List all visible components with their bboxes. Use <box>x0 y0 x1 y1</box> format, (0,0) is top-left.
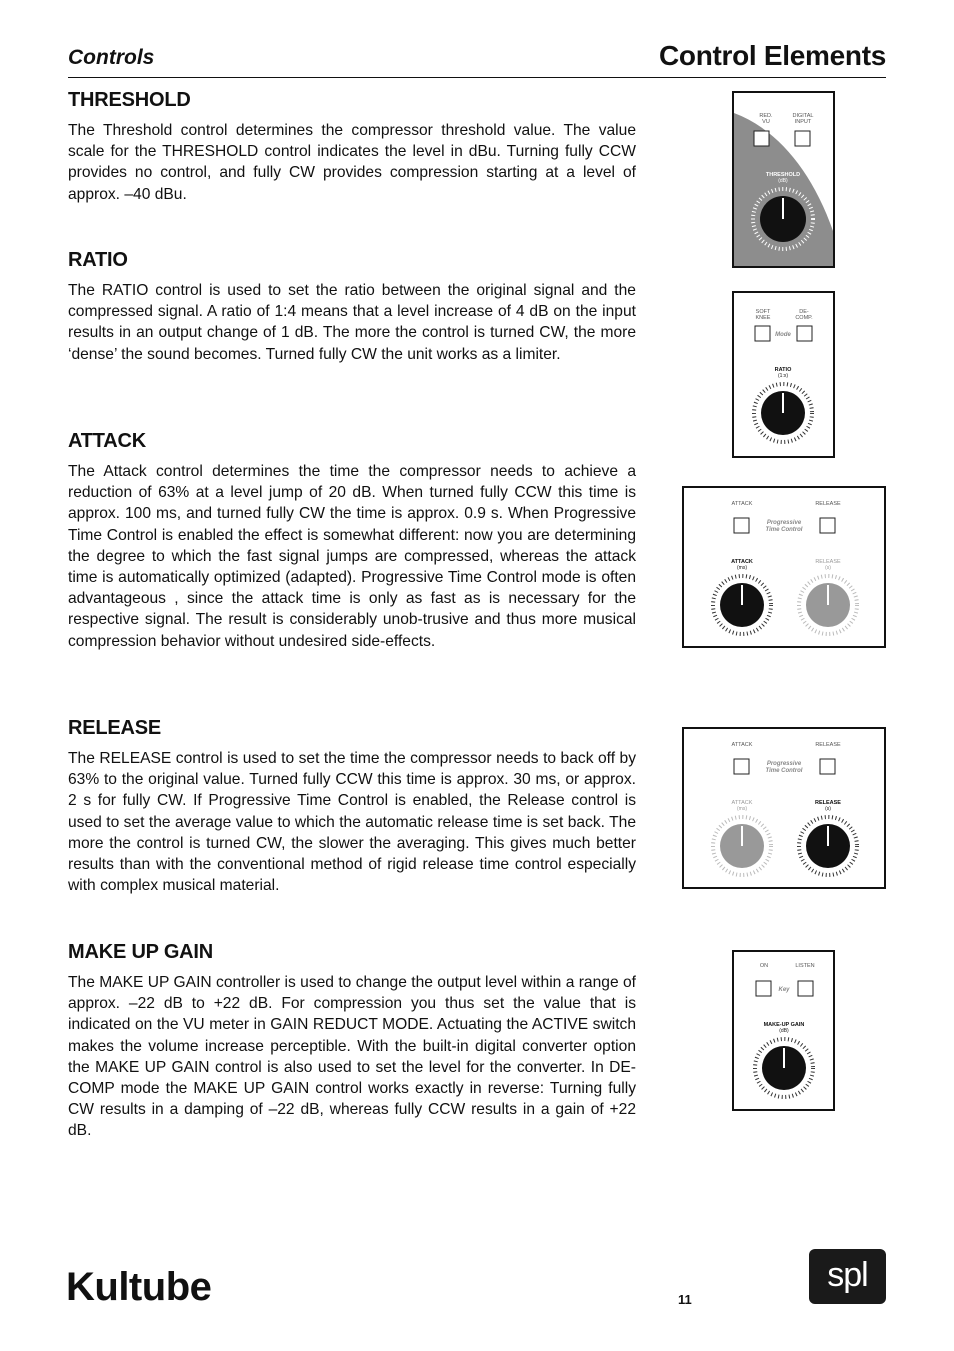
release-ptc-button[interactable] <box>820 759 835 774</box>
de-comp-label-2: COMP. <box>795 315 813 321</box>
ratio-knob-unit: (1:x) <box>778 373 788 379</box>
ratio-body: The RATIO control is used to set the ratio between the original signal and the compressed signal. A ratio of 1:4 means that a level increase of 4 dB on the input results in an output change of 1 dB. The more the control is turned CW, the more ‘dense’ the sound becomes. Turned fully CW the unit works as a limiter. <box>68 282 636 363</box>
release-ptc-button[interactable] <box>820 518 835 533</box>
ptc-label-1: Progressive <box>766 520 802 526</box>
ptc-label-2: Time Control <box>765 527 803 533</box>
release-knob-label: RELEASE <box>815 800 841 806</box>
release-heading: RELEASE <box>68 717 162 739</box>
mode-label: Mode <box>775 332 791 338</box>
attack-heading: ATTACK <box>68 430 147 452</box>
release-btn-label: RELEASE <box>815 501 841 507</box>
makeup-heading: MAKE UP GAIN <box>68 941 214 963</box>
page-number: 11 <box>678 1292 692 1307</box>
attack-knob-label: ATTACK <box>731 559 753 565</box>
ptc-label-2: Time Control <box>765 768 803 774</box>
threshold-body: The Threshold control determines the compressor threshold value. The value scale for the THRESHOLD control indicates the level in dBu. Turning fully CCW provides no control, and fully CW provides compression starting at a level of approx. –40 dBu. <box>68 122 636 203</box>
makeup-panel-figure <box>732 950 835 1111</box>
attack-btn-label: ATTACK <box>731 742 753 748</box>
soft-knee-label: SOFT <box>755 309 771 315</box>
de-comp-button[interactable] <box>797 326 812 341</box>
attack-panel-figure <box>682 486 886 648</box>
red-vu-button[interactable] <box>754 131 769 146</box>
red-vu-label: RED. <box>759 113 773 119</box>
attack-body: The Attack control determines the time the compressor needs to achieve a reduction of 63% at a level jump of 20 dB. When turned fully CCW this time is approx. 100 ms, and turned fully CW the time is approx. 0.9 s. When Progressive Time Control is enabled the effect is somewhat different: now you are determining the degree to which the fast signal jumps are compressed, whereas the attack time is automatically optimized (adapted). Progressive Time Control mode is often advantageous , since the attack time is only as fast as is necessary for the respective signal. The result is considerably unob-trusive and thus more musical compression behavior without undesired side-effects. <box>68 463 636 650</box>
release-knob-unit: (s) <box>825 806 831 812</box>
release-btn-label: RELEASE <box>815 742 841 748</box>
threshold-heading: THRESHOLD <box>68 89 191 111</box>
ratio-heading: RATIO <box>68 249 128 271</box>
on-label: ON <box>759 963 769 969</box>
ratio-knob-label: RATIO <box>774 367 792 373</box>
ratio-panel-figure <box>732 291 835 458</box>
attack-ptc-button[interactable] <box>734 518 749 533</box>
attack-knob-unit: (ms) <box>737 565 747 571</box>
ptc-label-1: Progressive <box>766 761 802 767</box>
red-vu-label-2: VU <box>762 119 770 125</box>
release-section <box>68 717 636 896</box>
digital-input-label-2: INPUT <box>794 119 812 125</box>
listen-label: LISTEN <box>795 963 815 969</box>
key-label: Key <box>778 987 790 993</box>
on-button[interactable] <box>756 981 771 996</box>
soft-knee-label-2: KNEE <box>755 315 771 321</box>
attack-section <box>68 430 636 652</box>
makeup-section <box>68 941 636 1142</box>
makeup-body: The MAKE UP GAIN controller is used to change the output level within a range of approx. –22 dB to +22 dB. For compression you thus set the value that is indicated on the VU meter in GAIN REDUCT MODE. Actuating the ACTIVE switch makes the volume increase perceptible. With the built-in digital converter option the MAKE UP GAIN control is also used to set the level for the converter. In DE-COMP mode the MAKE UP GAIN control works exactly in reverse: Turning fully CW results in a damping of –22 dB, whereas fully CCW results in a gain of +22 dB. <box>68 974 636 1140</box>
soft-knee-button[interactable] <box>755 326 770 341</box>
release-knob-unit: (s) <box>825 565 831 571</box>
attack-ptc-button[interactable] <box>734 759 749 774</box>
release-body: The RELEASE control is used to set the time the compressor needs to back off by 63% to the original value. Turned fully CCW this time is approx. 30 ms, or approx. 2 s for fully CW. If Progressive Time Control is enabled, the Release control is used to set the average value to which the automatic release time is set back. The more the control is turned CW, the slower the averaging. This gives much better results than with the conventional method of rigid release time control especially with complex musical material. <box>68 750 636 895</box>
attack-knob-label: ATTACK <box>731 800 753 806</box>
kultube-logo: Kultube <box>66 1265 212 1309</box>
makeup-knob-unit: (dB) <box>779 1028 789 1034</box>
header-rule <box>68 77 886 78</box>
attack-btn-label: ATTACK <box>731 501 753 507</box>
release-panel-figure <box>682 727 886 889</box>
threshold-panel-figure <box>732 91 835 268</box>
threshold-section <box>68 89 636 205</box>
de-comp-label: DE- <box>799 309 809 315</box>
page-title: Control Elements <box>658 40 886 71</box>
ratio-section <box>68 249 636 365</box>
digital-input-label: DIGITAL <box>792 113 814 119</box>
digital-input-button[interactable] <box>795 131 810 146</box>
threshold-knob-label: THRESHOLD <box>765 172 801 178</box>
listen-button[interactable] <box>798 981 813 996</box>
spl-logo: spl <box>809 1249 886 1304</box>
section-label: Controls <box>68 46 155 69</box>
threshold-knob-unit: (dB) <box>778 178 788 184</box>
release-knob-label: RELEASE <box>815 559 841 565</box>
attack-knob-unit: (ms) <box>737 806 747 812</box>
makeup-knob-label: MAKE-UP GAIN <box>763 1022 805 1028</box>
